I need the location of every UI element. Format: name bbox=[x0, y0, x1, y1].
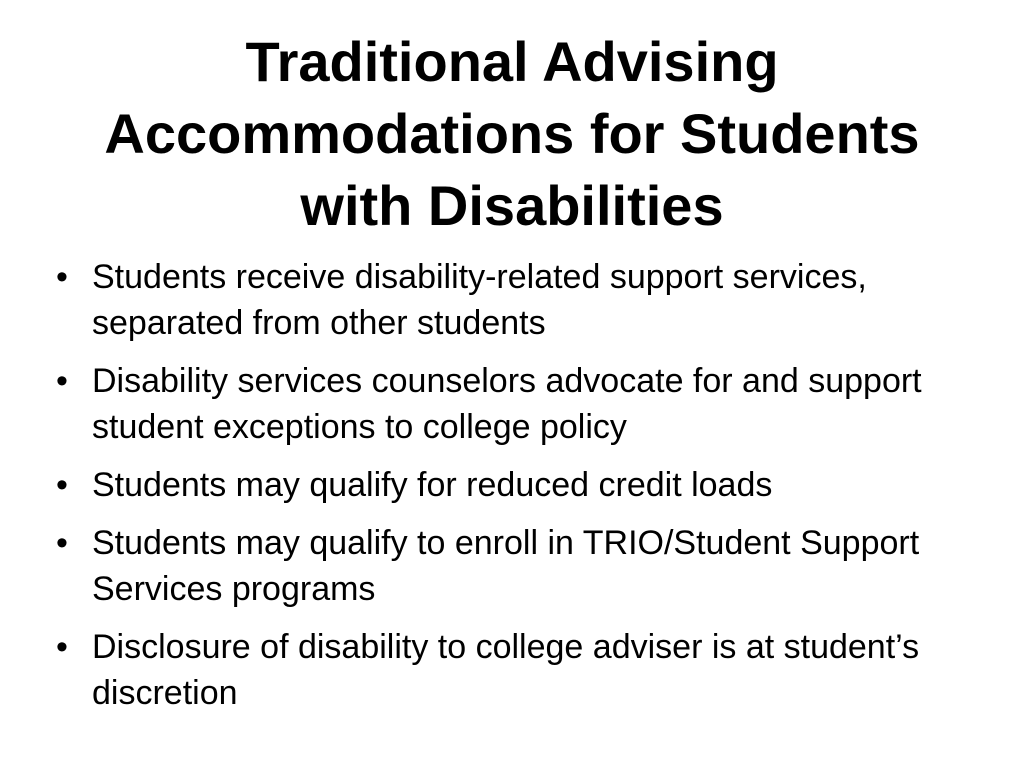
bullet-icon: • bbox=[56, 628, 68, 666]
bullet-text: Students may qualify for reduced credit loads bbox=[92, 466, 773, 504]
bullet-icon: • bbox=[56, 466, 68, 504]
bullet-item bbox=[56, 520, 956, 612]
slide-title bbox=[40, 26, 984, 242]
title-line: Traditional Advising bbox=[245, 30, 779, 93]
bullet-item bbox=[56, 358, 956, 450]
bullet-text: Disability services counselors advocate for and support student exceptions to college policy bbox=[92, 362, 922, 446]
bullet-list bbox=[56, 254, 956, 728]
bullet-icon: • bbox=[56, 258, 68, 296]
bullet-item bbox=[56, 462, 956, 508]
bullet-icon: • bbox=[56, 362, 68, 400]
bullet-item bbox=[56, 624, 956, 716]
title-line: Accommodations for Students bbox=[104, 102, 920, 165]
bullet-text: Students receive disability-related support services, separated from other students bbox=[92, 258, 867, 342]
bullet-text: Disclosure of disability to college adviser is at student’s discretion bbox=[92, 628, 920, 712]
bullet-text: Students may qualify to enroll in TRIO/Student Support Services programs bbox=[92, 524, 920, 608]
title-line: with Disabilities bbox=[300, 174, 724, 237]
bullet-icon: • bbox=[56, 524, 68, 562]
bullet-item bbox=[56, 254, 956, 346]
